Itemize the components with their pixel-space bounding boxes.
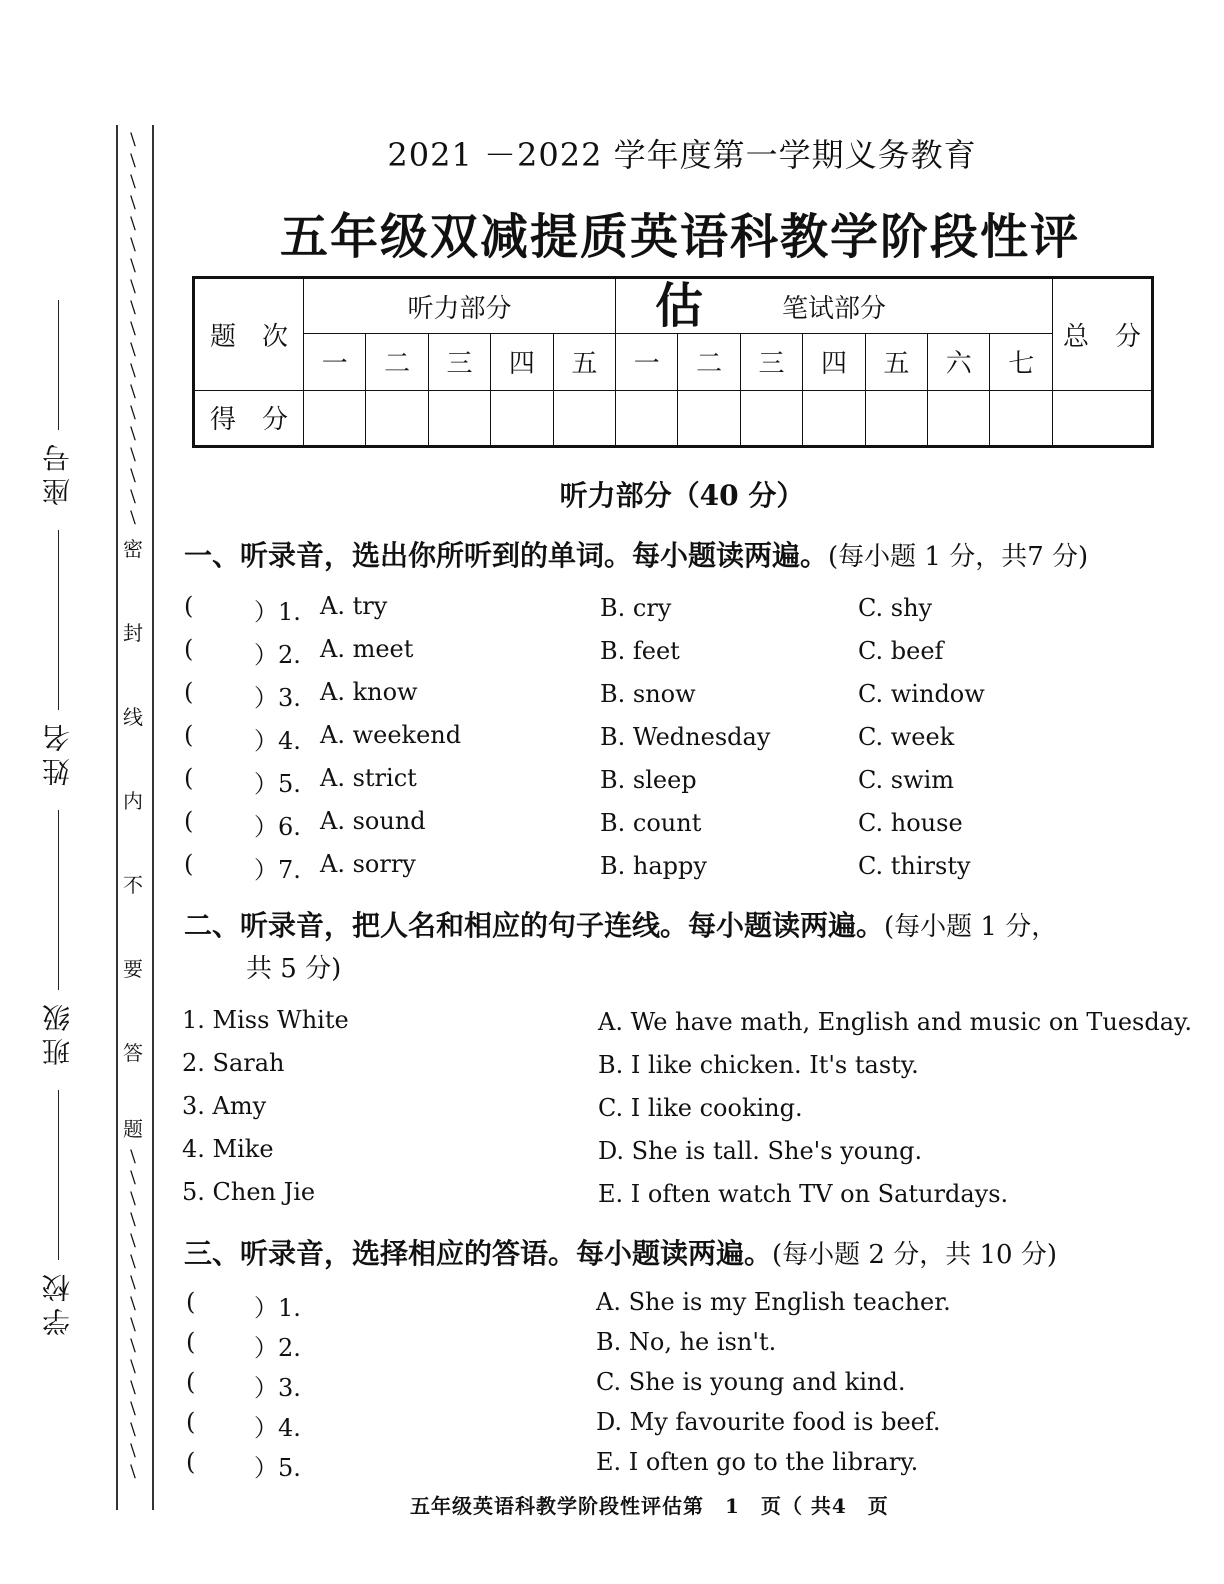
- sentence-option[interactable]: B. I like chicken. It's tasty.: [598, 1051, 919, 1079]
- score-table: [192, 276, 1154, 448]
- sentence-option[interactable]: E. I often watch TV on Saturdays.: [598, 1180, 1009, 1208]
- answer-option: C. She is young and kind.: [596, 1368, 906, 1396]
- answer-bracket[interactable]: (: [184, 635, 194, 663]
- option-c: C. swim: [858, 766, 955, 794]
- answer-bracket[interactable]: (: [184, 807, 194, 835]
- seal-char: 封: [123, 621, 143, 645]
- col-header: 二: [678, 334, 740, 390]
- option-c: C. week: [858, 723, 955, 751]
- total-score-cell[interactable]: [1053, 390, 1153, 446]
- col-header: 五: [553, 334, 615, 390]
- score-cell[interactable]: [616, 390, 678, 446]
- col-header: 三: [428, 334, 490, 390]
- col-header: 一: [616, 334, 678, 390]
- question-number: ）6.: [254, 813, 301, 841]
- option-a: A. know: [320, 678, 418, 706]
- seal-char: 线: [123, 705, 143, 729]
- person-name[interactable]: 2. Sarah: [182, 1049, 285, 1077]
- seal-char: 答: [123, 1041, 143, 1065]
- score-row-label: 得 分: [194, 390, 304, 446]
- name-label: 姓名: [41, 718, 74, 786]
- score-cell[interactable]: [865, 390, 927, 446]
- option-c: C. beef: [858, 637, 944, 665]
- answer-bracket[interactable]: (: [186, 1288, 196, 1316]
- option-a: A. meet: [320, 635, 414, 663]
- option-b: B. count: [600, 809, 702, 837]
- score-cell[interactable]: [491, 390, 553, 446]
- option-b: B. Wednesday: [600, 723, 771, 751]
- school-field[interactable]: [38, 1090, 78, 1336]
- part1-points: (每小题 1 分，共7 分): [828, 542, 1089, 572]
- question-number: ）1.: [254, 598, 301, 626]
- part2-instruction: 二、听录音，把人名和相应的句子连线。每小题读两遍。: [184, 909, 885, 942]
- option-b: B. cry: [600, 594, 672, 622]
- answer-bracket[interactable]: (: [186, 1408, 196, 1436]
- question-number: ）5.: [254, 770, 301, 798]
- seat-number-label: 座号: [41, 438, 74, 506]
- part1-instruction: 一、听录音，选出你所听到的单词。每小题读两遍。: [184, 539, 829, 572]
- listening-section-title: 听力部分（40 分）: [559, 479, 805, 512]
- answer-bracket[interactable]: (: [184, 592, 194, 620]
- question-number: ）1.: [254, 1294, 301, 1322]
- school-label: 学校: [41, 1268, 74, 1336]
- score-cell[interactable]: [678, 390, 740, 446]
- fill-line: [58, 530, 59, 710]
- writing-header: 笔试部分: [616, 278, 1053, 334]
- class-label: 班级: [41, 998, 74, 1066]
- part3-points: (每小题 2 分，共 10 分): [772, 1240, 1057, 1270]
- score-cell[interactable]: [304, 390, 366, 446]
- total-header: 总 分: [1053, 278, 1153, 391]
- score-cell[interactable]: [428, 390, 490, 446]
- person-name[interactable]: 1. Miss White: [182, 1006, 349, 1034]
- exam-year-line: 2021 －2022 学年度第一学期义务教育: [387, 136, 977, 174]
- person-name[interactable]: 3. Amy: [182, 1092, 267, 1120]
- option-a: A. sound: [320, 807, 426, 835]
- answer-option: E. I often go to the library.: [596, 1448, 919, 1476]
- score-cell[interactable]: [740, 390, 802, 446]
- option-c: C. shy: [858, 594, 933, 622]
- row-label: 题 次: [194, 278, 304, 391]
- fill-line: [58, 1090, 59, 1260]
- listening-header: 听力部分: [304, 278, 616, 334]
- option-a: A. try: [320, 592, 388, 620]
- part3-title: [184, 1232, 1057, 1272]
- sentence-option[interactable]: D. She is tall. She's young.: [598, 1137, 923, 1165]
- class-field[interactable]: [38, 810, 78, 1066]
- binding-line-left: [116, 125, 118, 1510]
- col-header: 二: [366, 334, 428, 390]
- option-b: B. happy: [600, 852, 707, 880]
- col-header: 三: [740, 334, 802, 390]
- answer-bracket[interactable]: (: [186, 1328, 196, 1356]
- score-cell[interactable]: [366, 390, 428, 446]
- score-cell[interactable]: [803, 390, 865, 446]
- col-header: 六: [928, 334, 990, 390]
- question-number: ）3.: [254, 684, 301, 712]
- part2-points-cont: 共 5 分): [246, 954, 342, 984]
- col-header: 一: [304, 334, 366, 390]
- seal-char: 不: [123, 873, 143, 897]
- question-number: ）4.: [254, 1414, 301, 1442]
- seal-char: 要: [123, 957, 143, 981]
- part2-title: [184, 904, 1057, 944]
- col-header: 七: [990, 334, 1053, 390]
- seal-column: [122, 130, 144, 1483]
- fill-line: [58, 810, 59, 990]
- slash-marks: \ \ \ \ \ \ \ \ \ \ \ \ \ \ \ \ \ \ \: [130, 130, 136, 528]
- answer-bracket[interactable]: (: [184, 764, 194, 792]
- option-b: B. snow: [600, 680, 696, 708]
- question-number: ）4.: [254, 727, 301, 755]
- slash-marks: \ \ \ \ \ \ \ \ \ \ \ \ \ \ \ \: [130, 1147, 136, 1482]
- answer-bracket[interactable]: (: [186, 1368, 196, 1396]
- question-number: ）7.: [254, 856, 301, 884]
- score-cell[interactable]: [928, 390, 990, 446]
- col-header: 四: [803, 334, 865, 390]
- sentence-option[interactable]: A. We have math, English and music on Tuesday.: [598, 1008, 1193, 1036]
- answer-bracket[interactable]: (: [186, 1448, 196, 1476]
- option-c: C. house: [858, 809, 963, 837]
- score-cell[interactable]: [990, 390, 1053, 446]
- name-field[interactable]: [38, 530, 78, 786]
- answer-bracket[interactable]: (: [184, 850, 194, 878]
- part3-instruction: 三、听录音，选择相应的答语。每小题读两遍。: [184, 1237, 773, 1270]
- option-a: A. strict: [320, 764, 417, 792]
- seal-char: 题: [123, 1117, 143, 1141]
- question-number: ）3.: [254, 1374, 301, 1402]
- question-number: ）5.: [254, 1454, 301, 1482]
- option-c: C. thirsty: [858, 852, 971, 880]
- sentence-option[interactable]: C. I like cooking.: [598, 1094, 803, 1122]
- seal-char: 内: [123, 789, 143, 813]
- question-number: ）2.: [254, 1334, 301, 1362]
- question-number: ）2.: [254, 641, 301, 669]
- page-footer: 五年级英语科教学阶段性评估第 1 页（ 共4 页: [410, 1494, 889, 1518]
- score-cell[interactable]: [553, 390, 615, 446]
- option-b: B. feet: [600, 637, 680, 665]
- col-header: 四: [491, 334, 553, 390]
- answer-option: D. My favourite food is beef.: [596, 1408, 941, 1436]
- binding-line-right: [152, 125, 154, 1510]
- option-a: A. sorry: [320, 850, 416, 878]
- answer-bracket[interactable]: (: [184, 721, 194, 749]
- option-c: C. window: [858, 680, 985, 708]
- part1-title: [184, 534, 1088, 574]
- answer-option: A. She is my English teacher.: [596, 1288, 951, 1316]
- fill-line: [58, 300, 59, 430]
- col-header: 五: [865, 334, 927, 390]
- person-name[interactable]: 5. Chen Jie: [182, 1178, 316, 1206]
- answer-bracket[interactable]: (: [184, 678, 194, 706]
- part2-points: (每小题 1 分，: [884, 912, 1058, 942]
- exam-title: 五年级双减提质英语科教学阶段性评估: [280, 209, 1081, 334]
- option-a: A. weekend: [320, 721, 462, 749]
- person-name[interactable]: 4. Mike: [182, 1135, 274, 1163]
- option-b: B. sleep: [600, 766, 697, 794]
- answer-option: B. No, he isn't.: [596, 1328, 777, 1356]
- seal-char: 密: [123, 537, 143, 561]
